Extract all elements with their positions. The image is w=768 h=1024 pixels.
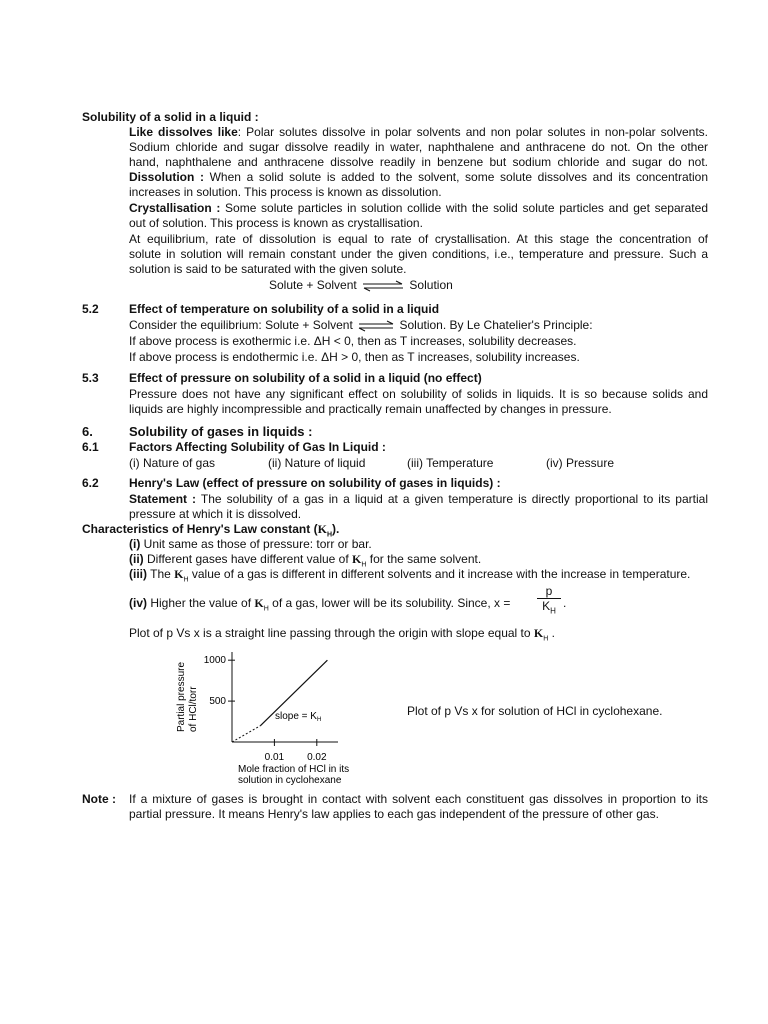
s52-line-3: If above process is endothermic i.e. ΔH > 0, then as T increases, solubility increases. [129,350,580,364]
kh-subscript: H [326,531,332,539]
characteristic-ii-text-a: Different gases have different value of [143,552,353,566]
y-axis-label-line-1: Partial pressure [176,661,187,732]
characteristic-iii-text-a: The [147,567,175,581]
section-title-5-3: Effect of pressure on solubility of a solid in a liquid (no effect) [129,371,482,385]
statement-line-2: pressure at which it is dissolved. [129,507,302,521]
factor-2: (ii) Nature of liquid [268,456,366,470]
kh-symbol: K [533,626,544,640]
like-dissolves-like-label: Like dissolves like [129,125,238,139]
like-dissolves-like-line-3: hand, naphthalene and anthracene dissolve readily in benzene but sodium chloride and sugar do not. [129,155,708,169]
fraction-numerator: p [545,584,553,598]
plot-description-end: . [548,626,555,640]
x-axis-label-line-1: Mole fraction of HCl in its [238,764,350,775]
equilibrium-arrows-icon [360,280,406,292]
data-line-dashed [232,726,260,742]
factor-4: (iv) Pressure [546,456,615,470]
characteristics-title-text: Characteristics of Henry's Law constant ( [82,522,318,536]
section-title-6-1: Factors Affecting Solubility of Gas In Liquid : [129,440,386,454]
note-line-2: partial pressure. It means Henry's law applies to each gas independent of the pressure of other gas. [129,807,659,821]
equilibrium-line-2: solute in solution will remain constant under the given conditions, i.e., temperature and pressure. Such a [129,247,708,261]
s52-line-1-left: Consider the equilibrium: Solute + Solvent [129,318,353,332]
characteristics-title-end: ). [332,522,340,536]
factor-1: (i) Nature of gas [129,456,216,470]
dissolution-label: Dissolution : [129,170,204,184]
s52-line-1-right: Solution. By Le Chatelier's Principle: [399,318,593,332]
x-tick-label: 0.01 [264,752,285,763]
fraction [537,585,561,618]
characteristic-iii-number: (iii) [129,567,147,581]
statement-label: Statement : [129,492,197,506]
characteristic-iv-text-b: of a gas, lower will be its solubility. Since, x = [268,596,511,610]
crystallisation-text-1: Some solute particles in solution collide with the solid solute particles and get separated [220,201,708,215]
characteristic-ii-text-b: for the same solvent. [366,552,482,566]
chart-lines [232,660,327,742]
crystallisation-line-1 [129,201,708,216]
like-text-1: : Polar solutes dissolve in polar solvents and non polar solutes in non-polar solvents. [237,125,708,139]
kh-symbol: K [317,522,327,536]
y-tick-label: 500 [209,696,226,708]
kh-subscript: H [361,561,367,569]
factor-3: (iii) Temperature [407,456,494,470]
characteristic-iii-text-b: value of a gas is different in different solvents and it increase with the increase in temperature. [188,567,691,581]
s52-line-2: If above process is exothermic i.e. ΔH < 0, then as T increases, solubility decreases. [129,334,577,348]
equilibrium-line-1: At equilibrium, rate of dissolution is equal to rate of crystallisation. At this stage the concentration of [129,232,708,246]
crystallisation-label: Crystallisation : [129,201,221,215]
x-tick-label: 0.02 [307,752,327,763]
dissolution-line-1 [129,170,708,185]
section-title-solubility-solid: Solubility of a solid in a liquid : [82,110,259,124]
characteristic-iii [129,567,690,587]
equilibrium-equation [269,278,453,293]
crystallisation-line-2: out of solution. This process is known as crystallisation. [129,216,423,230]
section-title-6: Solubility of gases in liquids : [129,424,313,439]
characteristic-i-text: Unit same as those of pressure: torr or bar. [140,537,372,551]
y-tick-label: 1000 [203,655,226,667]
y-axis-label-line-2: of HCl/torr [188,686,199,732]
dissolution-line-2: increases in solution. This process is known as dissolution. [129,185,442,199]
note-label: Note : [82,792,116,806]
dissolution-text-1: When a solid solute is added to the solvent, some solute dissolves and its concentration [203,170,708,184]
section-number-5-2: 5.2 [82,302,99,316]
characteristic-iv-text-a: Higher the value of [147,596,255,610]
like-dissolves-like-line-2: Sodium chloride and sugar dissolve readily in water, naphthalene and anthracene do not. On the other [129,140,708,154]
fraction-den-k: K [542,599,551,613]
section-number-6: 6. [82,424,93,439]
section-number-5-3: 5.3 [82,371,99,385]
fraction-den-sub: H [550,606,556,616]
kh-symbol: K [352,552,362,566]
fraction-period: . [563,596,567,610]
section-title-5-2: Effect of temperature on solubility of a solid in a liquid [129,302,440,316]
fraction-denominator [537,598,561,618]
statement-line-1 [129,492,708,507]
kh-subscript: H [263,605,269,613]
s53-line-1: Pressure does not have any significant effect on solubility of solids in liquids. It is so because solids and [129,387,708,401]
section-number-6-1: 6.1 [82,440,99,454]
kh-symbol: K [254,596,264,610]
characteristic-iv-number: (iv) [129,596,147,610]
s53-line-2: liquids are highly incompressible and practically remain unaffected by changes in pressure. [129,402,612,416]
kh-subscript: H [183,576,189,584]
section-number-6-2: 6.2 [82,476,99,490]
chart-ticks [204,655,327,763]
s52-line-1 [129,318,593,333]
kh-subscript: H [543,635,549,643]
chart-caption: Plot of p Vs x for solution of HCl in cyclohexane. [407,704,663,718]
characteristic-iv [129,596,510,616]
characteristic-i [129,537,372,552]
equation-left: Solute + Solvent [269,278,357,292]
section-title-6-2: Henry's Law (effect of pressure on solubility of gases in liquids) : [129,476,501,490]
note-line-1: If a mixture of gases is brought in contact with solvent each constituent gas dissolves in proportion to its [129,792,708,806]
equilibrium-arrows-icon [356,320,396,332]
henrys-law-chart [170,640,370,790]
characteristic-i-number: (i) [129,537,141,551]
characteristic-ii-number: (ii) [129,552,144,566]
plot-description-text: Plot of p Vs x is a straight line passing through the origin with slope equal to [129,626,534,640]
equation-right: Solution [409,278,453,292]
equilibrium-line-3: solution is said to be saturated with the given solute. [129,262,407,276]
kh-symbol: K [174,567,184,581]
like-dissolves-like-line-1 [129,125,708,140]
statement-text-1: The solubility of a gas in a liquid at a given temperature is directly proportional to its partial [196,492,708,506]
x-axis-label-line-2: solution in cyclohexane [238,775,342,786]
slope-annotation: slope = $K_H$ [275,711,322,723]
